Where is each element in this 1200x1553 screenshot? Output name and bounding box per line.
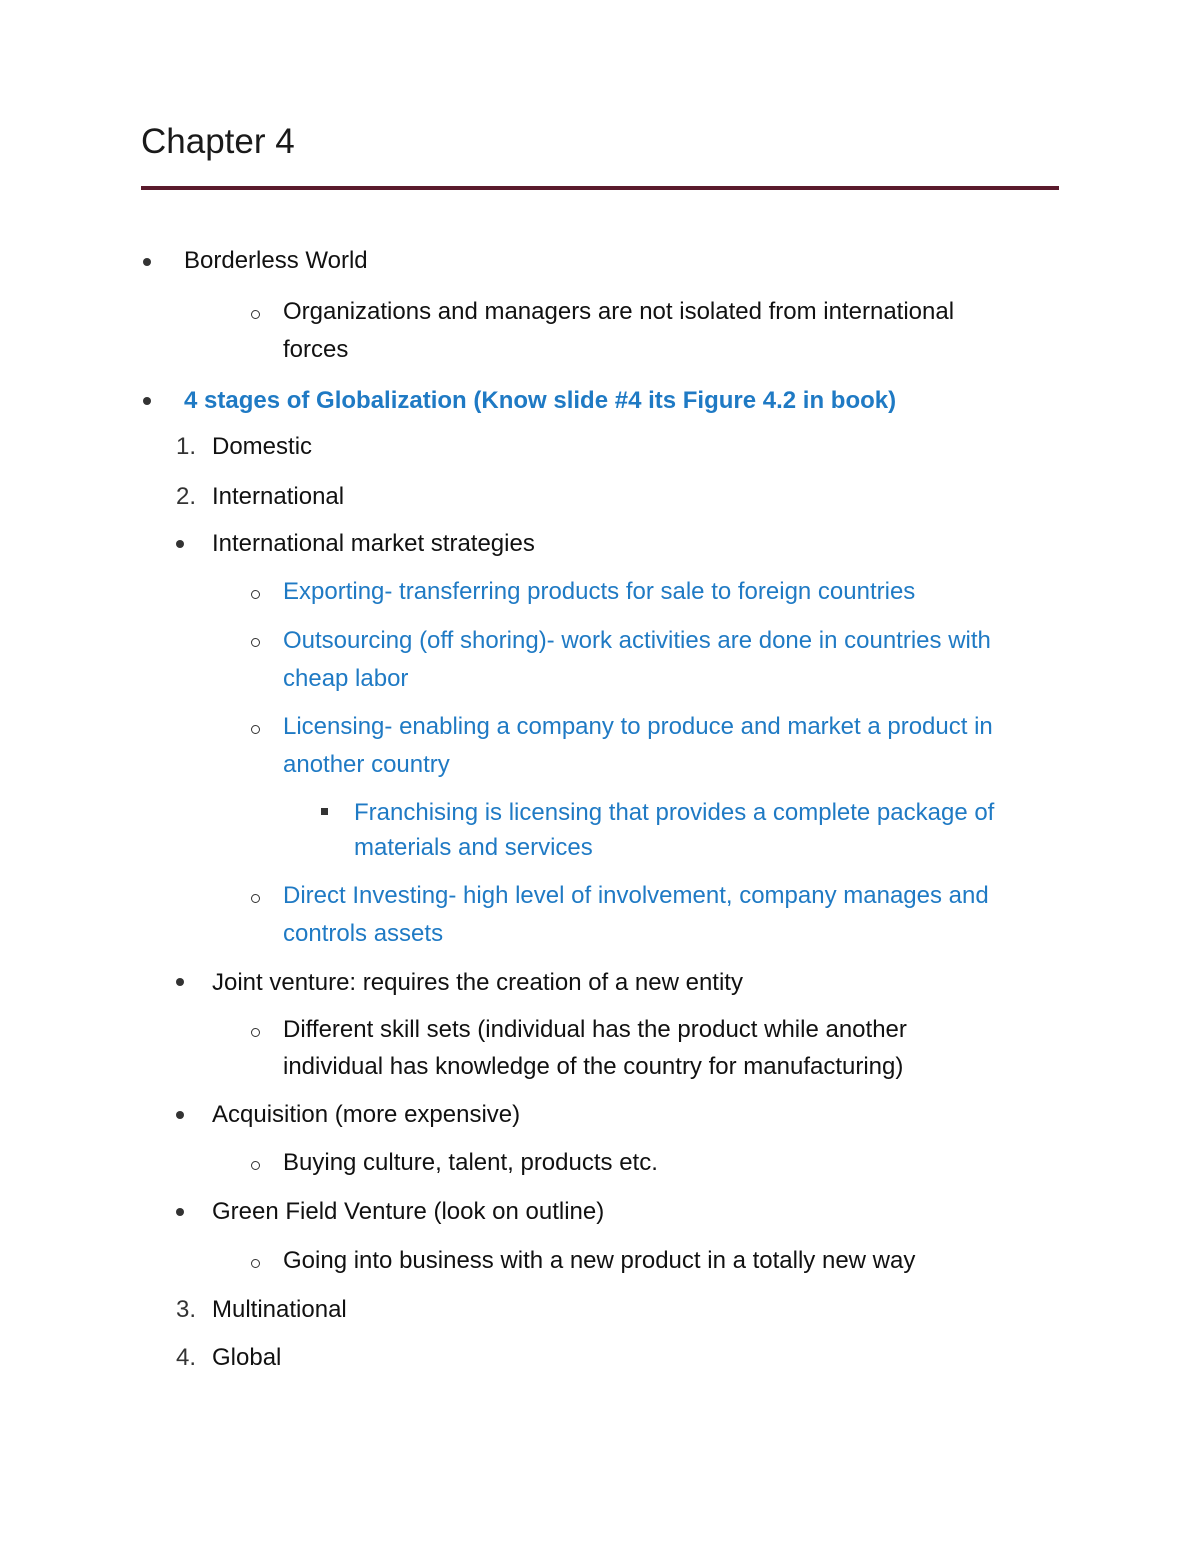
list-number: 1. [176, 433, 197, 460]
list-item-direct-investing: Direct Investing- high level of involvement, company manages and [283, 882, 989, 909]
bullet-circle-icon [251, 1259, 260, 1268]
bullet-dot-icon [176, 1208, 184, 1216]
list-item-joint-venture: Joint venture: requires the creation of a new entity [212, 969, 743, 996]
list-item-stages-heading: 4 stages of Globalization (Know slide #4 its Figure 4.2 in book) [184, 387, 897, 414]
list-item-borderless: Borderless World [184, 247, 368, 274]
page-title: Chapter 4 [141, 122, 295, 161]
list-item-global: Global [212, 1344, 282, 1371]
bullet-circle-icon [251, 590, 260, 599]
list-item-green-field: Green Field Venture (look on outline) [212, 1198, 605, 1225]
bullet-circle-icon [251, 310, 260, 319]
list-item-franchising-cont: materials and services [354, 834, 593, 861]
list-item-market-strategies: International market strategies [212, 530, 535, 557]
list-item-buying: Buying culture, talent, products etc. [283, 1149, 658, 1176]
list-number: 4. [176, 1344, 197, 1371]
list-item-direct-investing-cont: controls assets [283, 920, 444, 947]
list-item-skill-sets: Different skill sets (individual has the product while another [283, 1016, 907, 1043]
list-item-domestic: Domestic [212, 433, 313, 460]
list-item-outsourcing: Outsourcing (off shoring)- work activities are done in countries with [283, 627, 991, 654]
list-item-licensing-cont: another country [283, 751, 450, 778]
bullet-dot-icon [176, 540, 184, 548]
bullet-square-icon [321, 808, 328, 815]
list-item-multinational: Multinational [212, 1296, 347, 1323]
list-item-international: International [212, 483, 345, 510]
list-item-outsourcing-cont: cheap labor [283, 665, 409, 692]
list-item-borderless-sub-cont: forces [283, 336, 349, 363]
list-item-licensing: Licensing- enabling a company to produce and market a product in [283, 713, 993, 740]
list-item-acquisition: Acquisition (more expensive) [212, 1101, 521, 1128]
title-divider [141, 186, 1059, 190]
list-item-going-into-business: Going into business with a new product in a totally new way [283, 1247, 916, 1274]
bullet-circle-icon [251, 725, 260, 734]
bullet-circle-icon [251, 638, 260, 647]
list-item-franchising: Franchising is licensing that provides a complete package of [354, 799, 995, 826]
list-item-exporting: Exporting- transferring products for sale to foreign countries [283, 578, 916, 605]
list-item-skill-sets-cont: individual has knowledge of the country for manufacturing) [283, 1053, 904, 1080]
bullet-circle-icon [251, 1161, 260, 1170]
list-item-borderless-sub: Organizations and managers are not isolated from international [283, 298, 955, 325]
list-number: 3. [176, 1296, 197, 1323]
bullet-dot-icon [143, 397, 151, 405]
bullet-circle-icon [251, 1028, 260, 1037]
bullet-circle-icon [251, 894, 260, 903]
bullet-dot-icon [176, 978, 184, 986]
bullet-dot-icon [176, 1111, 184, 1119]
list-number: 2. [176, 483, 197, 510]
bullet-dot-icon [143, 258, 151, 266]
